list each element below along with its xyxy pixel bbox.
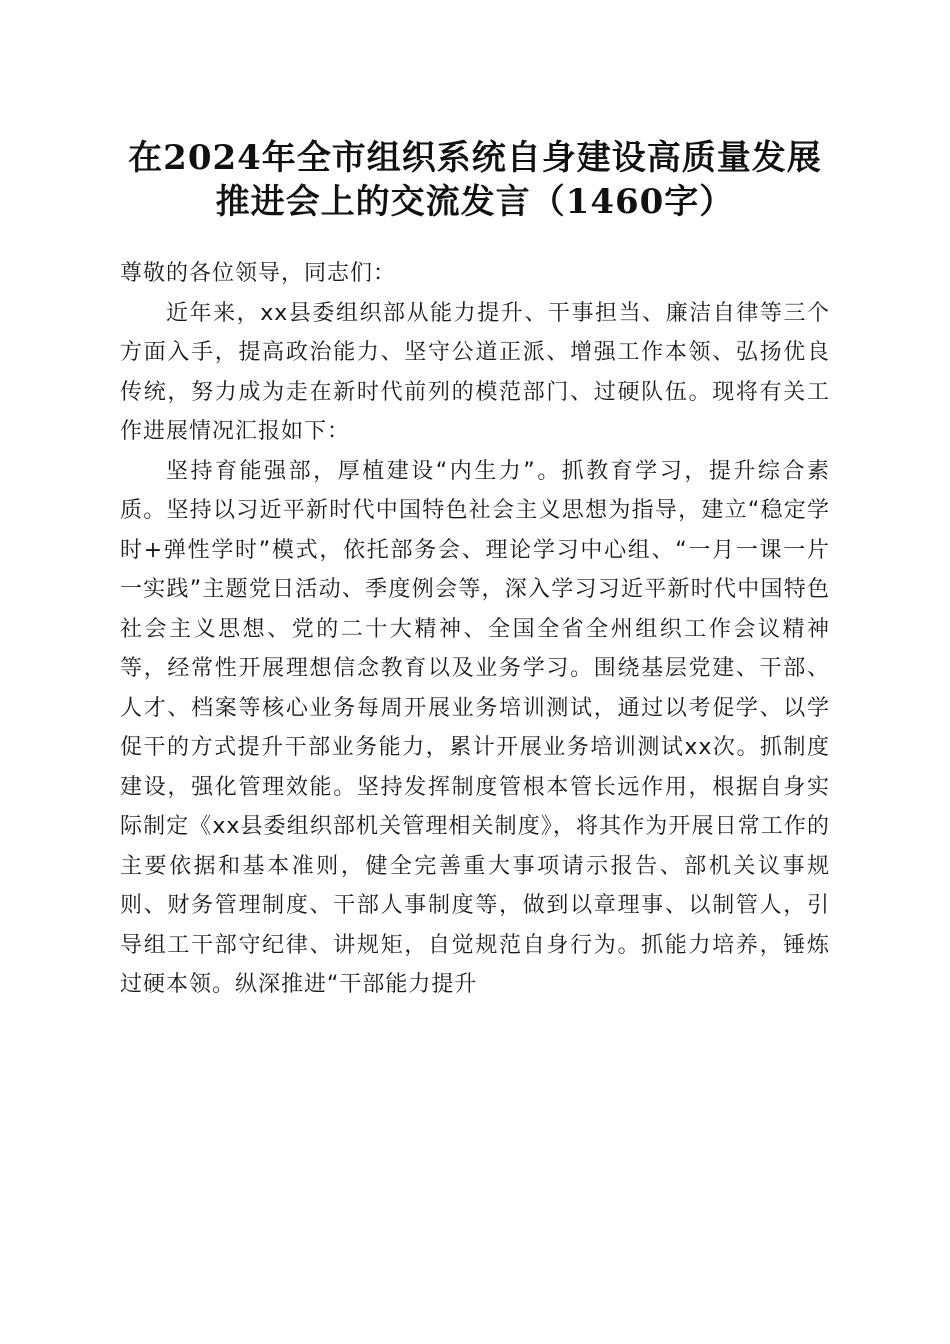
paragraph-capacity-building: 坚持育能强部，厚植建设“内生力”。抓教育学习，提升综合素质。坚持以习近平新时代中国特色社会主义思想为指导，建立“稳定学时+弹性学时”模式，依托部务会、理论学习中心组、“一月一课一片一实践”主题党日活动、季度例会等，深入学习习近平新时代中国特色社会主义思想、党的二十大精神、全国全省全州组织工作会议精神等，经常性开展理想信念教育以及业务学习。围绕基层党建、干部、人才、档案等核心业务每周开展业务培训测试，通过以考促学、以学促干的方式提升干部业务能力，累计开展业务培训测试xx次。抓制度建设，强化管理效能。坚持发挥制度管根本管长远作用，根据自身实际制定《xx县委组织部机关管理相关制度》，将其作为开展日常工作的主要依据和基本准则，健全完善重大事项请示报告、部机关议事规则、财务管理制度、干部人事制度等，做到以章理事、以制管人，引导组工干部守纪律、讲规矩，自觉规范自身行为。抓能力培养，锤炼过硬本领。纵深推进“干部能力提升 bbox=[120, 458, 830, 997]
title-line-2: 推进会上的交流发言（1460字） bbox=[215, 182, 735, 222]
title-line-1: 在2024年全市组织系统自身建设高质量发展 bbox=[128, 138, 822, 178]
document-title bbox=[60, 136, 890, 224]
salutation: 尊敬的各位领导，同志们： bbox=[120, 261, 397, 286]
paragraph-intro: 近年来，xx县委组织部从能力提升、干事担当、廉洁自律等三个方面入手，提高政治能力、坚守公道正派、增强工作本领、弘扬优良传统，努力成为走在新时代前列的模范部门、过硬队伍。现将有关工作进展情况汇报如下： bbox=[120, 300, 830, 444]
document-body bbox=[120, 254, 830, 1005]
